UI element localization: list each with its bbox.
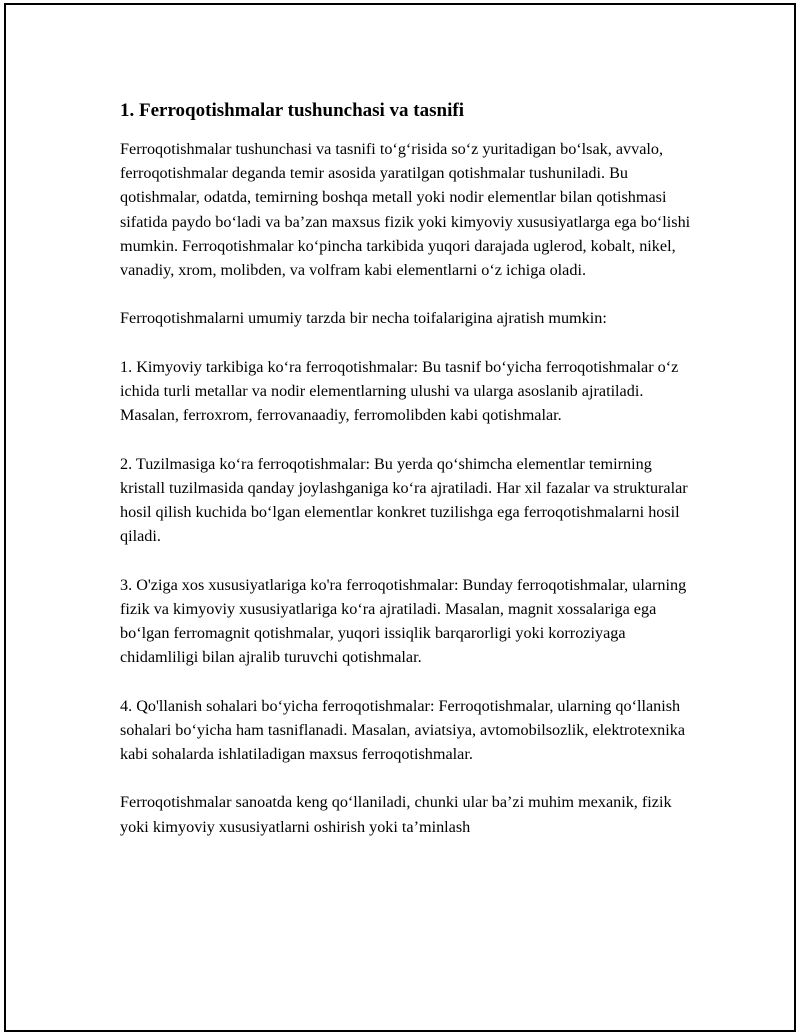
paragraph-category-3: 3. O'ziga xos xususiyatlariga ko'ra ferroqotishmalar: Bunday ferroqotishmalar, ularning fizik va kimyoviy xususiyatlariga ko‘ra ajratiladi. Masalan, magnit xossalariga ega bo‘lgan ferromagnit qotishmalar, yuqori issiqlik barqarorligi yoki korroziyaga chidamliligi bilan ajralib turuvchi qotishmalar. bbox=[120, 575, 687, 667]
section-heading: 1. Ferroqotishmalar tushunchasi va tasnifi bbox=[120, 100, 464, 121]
paragraph-intro: Ferroqotishmalar tushunchasi va tasnifi to‘g‘risida so‘z yuritadigan bo‘lsak, avvalo, ferroqotishmalar deganda temir asosida yaratilgan qotishmalar tushuniladi. Bu qotishmalar, odatda, temirning boshqa metall yoki nodir elementlar bilan qotishmasi sifatida paydo bo‘ladi va ba’zan maxsus fizik yoki kimyoviy xususiyatlarga ega bo‘lishi mumkin. Ferroqotishmalar ko‘pincha tarkibida yuqori darajada uglerod, kobalt, nikel, vanadiy, xrom, molibden, va volfram kabi elementlarni o‘z ichiga oladi. bbox=[120, 140, 691, 280]
paragraph-categories-lead: Ferroqotishmalarni umumiy tarzda bir necha toifalarigina ajratish mumkin: bbox=[120, 309, 607, 328]
paragraph-category-2: 2. Tuzilmasiga ko‘ra ferroqotishmalar: Bu yerda qo‘shimcha elementlar temirning kristall tuzilmasida qanday joylashganiga ko‘ra ajratiladi. Har xil fazalar va strukturalar hosil qilish kuchida bo‘lgan elementlar konkret tuzilishga ega ferroqotishmalarni hosil qiladi. bbox=[120, 454, 688, 546]
paragraph-category-1: 1. Kimyoviy tarkibiga ko‘ra ferroqotishmalar: Bu tasnif bo‘yicha ferroqotishmalar o‘z ichida turli metallar va nodir elementlarning ulushi va ularga asoslanib ajratiladi. Masalan, ferroxrom, ferrovanaadiy, ferromolibden kabi qotishmalar. bbox=[120, 357, 679, 425]
paragraph-category-4: 4. Qo'llanish sohalari bo‘yicha ferroqotishmalar: Ferroqotishmalar, ularning qo‘llanish sohalari bo‘yicha ham tasniflanadi. Masalan, aviatsiya, avtomobilsozlik, elektrotexnika kabi sohalarda ishlatiladigan maxsus ferroqotishmalar. bbox=[120, 696, 686, 763]
paragraph-closing: Ferroqotishmalar sanoatda keng qo‘llaniladi, chunki ular ba’zi muhim mexanik, fizik yoki kimyoviy xususiyatlarni oshirish yoki ta’minlash bbox=[120, 793, 672, 836]
document-body bbox=[120, 99, 700, 863]
page-frame bbox=[4, 3, 796, 1032]
